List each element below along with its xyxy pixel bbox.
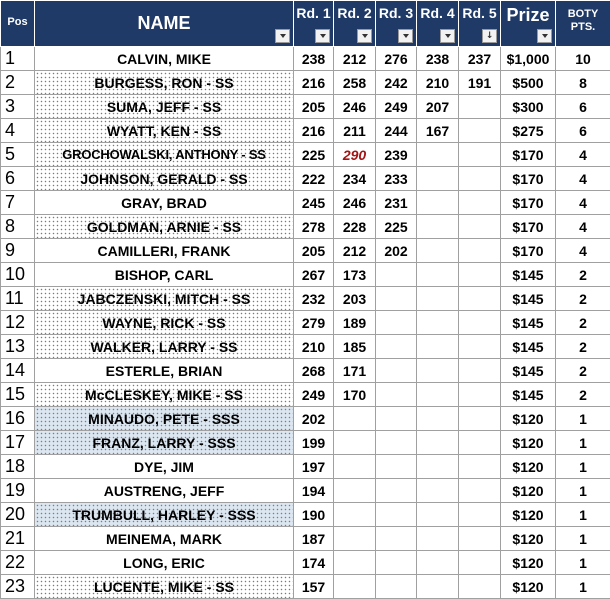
boty-cell: 4 <box>556 239 610 263</box>
prize-cell: $120 <box>501 527 556 551</box>
header-rd1 <box>294 1 334 47</box>
rd1-cell: 216 <box>294 71 334 95</box>
rd2-cell: 212 <box>334 47 376 71</box>
rd4-cell <box>417 215 459 239</box>
rd4-cell <box>417 191 459 215</box>
header-pos-label: Pos <box>1 1 34 28</box>
table-row <box>1 335 610 359</box>
rd1-cell: 268 <box>294 359 334 383</box>
prize-cell: $120 <box>501 551 556 575</box>
prize-cell: $170 <box>501 167 556 191</box>
rd1-cell: 238 <box>294 47 334 71</box>
rd1-cell: 194 <box>294 479 334 503</box>
prize-cell: $170 <box>501 215 556 239</box>
rd3-cell: 225 <box>376 215 417 239</box>
name-cell: GROCHOWALSKI, ANTHONY - SS <box>35 143 294 167</box>
rd1-cell: 267 <box>294 263 334 287</box>
rd4-cell <box>417 167 459 191</box>
table-row <box>1 71 610 95</box>
rd3-cell <box>376 287 417 311</box>
rd3-cell <box>376 431 417 455</box>
rd2-cell: 189 <box>334 311 376 335</box>
name-cell: TRUMBULL, HARLEY - SSS <box>35 503 294 527</box>
rd4-cell <box>417 407 459 431</box>
standings-rows <box>1 47 610 599</box>
pos-cell: 17 <box>1 431 35 455</box>
pos-cell: 9 <box>1 239 35 263</box>
prize-cell: $145 <box>501 335 556 359</box>
rd4-cell <box>417 431 459 455</box>
table-row <box>1 527 610 551</box>
rd3-cell <box>376 359 417 383</box>
table-row <box>1 455 610 479</box>
rd2-cell: 246 <box>334 191 376 215</box>
filter-dropdown-icon[interactable] <box>398 29 413 43</box>
rd3-cell <box>376 479 417 503</box>
rd1-cell: 205 <box>294 95 334 119</box>
rd4-cell <box>417 335 459 359</box>
prize-cell: $300 <box>501 95 556 119</box>
table-row <box>1 119 610 143</box>
prize-cell: $120 <box>501 407 556 431</box>
header-prize-label: Prize <box>501 1 555 26</box>
pos-cell: 20 <box>1 503 35 527</box>
rd3-cell: 233 <box>376 167 417 191</box>
rd4-cell <box>417 383 459 407</box>
rd5-cell <box>459 287 501 311</box>
pos-cell: 3 <box>1 95 35 119</box>
table-row <box>1 167 610 191</box>
rd5-cell <box>459 527 501 551</box>
rd4-cell <box>417 503 459 527</box>
rd3-cell <box>376 575 417 599</box>
name-cell: WYATT, KEN - SS <box>35 119 294 143</box>
rd1-cell: 205 <box>294 239 334 263</box>
name-cell: ESTERLE, BRIAN <box>35 359 294 383</box>
rd2-cell: 290 <box>334 143 376 167</box>
name-cell: LUCENTE, MIKE - SS <box>35 575 294 599</box>
table-row <box>1 143 610 167</box>
rd5-cell <box>459 191 501 215</box>
prize-cell: $170 <box>501 143 556 167</box>
filter-dropdown-icon[interactable] <box>315 29 330 43</box>
sort-descending-icon[interactable]: ↓ <box>482 29 497 43</box>
name-cell: McCLESKEY, MIKE - SS <box>35 383 294 407</box>
rd1-cell: 199 <box>294 431 334 455</box>
prize-cell: $1,000 <box>501 47 556 71</box>
rd1-cell: 187 <box>294 527 334 551</box>
pos-cell: 10 <box>1 263 35 287</box>
rd4-cell <box>417 551 459 575</box>
rd5-cell <box>459 143 501 167</box>
prize-cell: $170 <box>501 191 556 215</box>
rd2-cell: 171 <box>334 359 376 383</box>
header-boty-label: BOTY PTS. <box>556 1 610 34</box>
table-row <box>1 383 610 407</box>
name-cell: MINAUDO, PETE - SSS <box>35 407 294 431</box>
rd5-cell <box>459 383 501 407</box>
boty-cell: 1 <box>556 551 610 575</box>
rd4-cell <box>417 263 459 287</box>
rd2-cell <box>334 479 376 503</box>
rd3-cell <box>376 335 417 359</box>
rd3-cell: 202 <box>376 239 417 263</box>
rd4-cell <box>417 527 459 551</box>
rd1-cell: 210 <box>294 335 334 359</box>
rd2-cell: 258 <box>334 71 376 95</box>
rd3-cell <box>376 503 417 527</box>
rd4-cell <box>417 455 459 479</box>
rd2-cell: 228 <box>334 215 376 239</box>
name-cell: CAMILLERI, FRANK <box>35 239 294 263</box>
rd1-cell: 278 <box>294 215 334 239</box>
rd1-cell: 190 <box>294 503 334 527</box>
rd2-cell <box>334 551 376 575</box>
pos-cell: 15 <box>1 383 35 407</box>
prize-cell: $145 <box>501 311 556 335</box>
filter-dropdown-icon[interactable] <box>537 29 552 43</box>
rd5-cell <box>459 503 501 527</box>
pos-cell: 21 <box>1 527 35 551</box>
name-cell: FRANZ, LARRY - SSS <box>35 431 294 455</box>
header-rd5 <box>459 1 501 47</box>
boty-cell: 2 <box>556 383 610 407</box>
table-row <box>1 479 610 503</box>
boty-cell: 4 <box>556 215 610 239</box>
table-row <box>1 95 610 119</box>
rd2-cell: 212 <box>334 239 376 263</box>
rd5-cell <box>459 335 501 359</box>
table-row <box>1 47 610 71</box>
rd3-cell: 242 <box>376 71 417 95</box>
name-cell: JOHNSON, GERALD - SS <box>35 167 294 191</box>
rd1-cell: 174 <box>294 551 334 575</box>
rd5-cell <box>459 311 501 335</box>
boty-cell: 6 <box>556 95 610 119</box>
rd5-cell <box>459 167 501 191</box>
boty-cell: 1 <box>556 407 610 431</box>
rd4-cell <box>417 239 459 263</box>
filter-dropdown-icon[interactable] <box>440 29 455 43</box>
boty-cell: 2 <box>556 359 610 383</box>
rd5-cell <box>459 263 501 287</box>
prize-cell: $275 <box>501 119 556 143</box>
boty-cell: 6 <box>556 119 610 143</box>
prize-cell: $145 <box>501 383 556 407</box>
boty-cell: 1 <box>556 479 610 503</box>
pos-cell: 13 <box>1 335 35 359</box>
table-row <box>1 215 610 239</box>
rd3-cell <box>376 263 417 287</box>
name-cell: BURGESS, RON - SS <box>35 71 294 95</box>
boty-cell: 4 <box>556 167 610 191</box>
pos-cell: 5 <box>1 143 35 167</box>
pos-cell: 12 <box>1 311 35 335</box>
rd2-cell <box>334 455 376 479</box>
rd1-cell: 222 <box>294 167 334 191</box>
pos-cell: 2 <box>1 71 35 95</box>
rd4-cell <box>417 479 459 503</box>
header-rd4-label: Rd. 4 <box>417 1 458 21</box>
rd2-cell <box>334 527 376 551</box>
rd1-cell: 202 <box>294 407 334 431</box>
rd5-cell <box>459 455 501 479</box>
rd5-cell <box>459 119 501 143</box>
rd1-cell: 245 <box>294 191 334 215</box>
rd3-cell <box>376 551 417 575</box>
rd4-cell <box>417 311 459 335</box>
pos-cell: 8 <box>1 215 35 239</box>
prize-cell: $120 <box>501 479 556 503</box>
header-rd2-label: Rd. 2 <box>334 1 375 21</box>
name-cell: GRAY, BRAD <box>35 191 294 215</box>
pos-cell: 19 <box>1 479 35 503</box>
pos-cell: 18 <box>1 455 35 479</box>
table-row <box>1 407 610 431</box>
rd1-cell: 157 <box>294 575 334 599</box>
header-boty <box>556 1 610 47</box>
rd5-cell <box>459 359 501 383</box>
pos-cell: 11 <box>1 287 35 311</box>
rd2-cell <box>334 407 376 431</box>
boty-cell: 1 <box>556 527 610 551</box>
pos-cell: 6 <box>1 167 35 191</box>
prize-cell: $120 <box>501 575 556 599</box>
table-row <box>1 311 610 335</box>
rd2-cell <box>334 575 376 599</box>
prize-cell: $145 <box>501 287 556 311</box>
table-row <box>1 191 610 215</box>
prize-cell: $145 <box>501 359 556 383</box>
rd3-cell <box>376 311 417 335</box>
filter-dropdown-icon[interactable] <box>275 29 290 43</box>
prize-cell: $120 <box>501 455 556 479</box>
name-cell: LONG, ERIC <box>35 551 294 575</box>
boty-cell: 2 <box>556 287 610 311</box>
boty-cell: 2 <box>556 263 610 287</box>
rd5-cell <box>459 431 501 455</box>
rd3-cell: 239 <box>376 143 417 167</box>
pos-cell: 22 <box>1 551 35 575</box>
rd4-cell: 207 <box>417 95 459 119</box>
header-rd1-label: Rd. 1 <box>294 1 333 21</box>
table-row <box>1 239 610 263</box>
rd1-cell: 197 <box>294 455 334 479</box>
boty-cell: 1 <box>556 431 610 455</box>
filter-dropdown-icon[interactable] <box>357 29 372 43</box>
header-rd3 <box>376 1 417 47</box>
header-name <box>35 1 294 47</box>
rd4-cell <box>417 143 459 167</box>
rd3-cell: 249 <box>376 95 417 119</box>
boty-cell: 4 <box>556 143 610 167</box>
rd4-cell: 167 <box>417 119 459 143</box>
boty-cell: 10 <box>556 47 610 71</box>
header-rd3-label: Rd. 3 <box>376 1 416 21</box>
rd2-cell: 203 <box>334 287 376 311</box>
table-row <box>1 287 610 311</box>
name-cell: MEINEMA, MARK <box>35 527 294 551</box>
boty-cell: 8 <box>556 71 610 95</box>
header-name-label: NAME <box>35 1 293 34</box>
rd5-cell <box>459 215 501 239</box>
name-cell: GOLDMAN, ARNIE - SS <box>35 215 294 239</box>
pos-cell: 23 <box>1 575 35 599</box>
prize-cell: $120 <box>501 503 556 527</box>
rd5-cell <box>459 575 501 599</box>
header-rd5-label: Rd. 5 <box>459 1 500 21</box>
rd2-cell: 246 <box>334 95 376 119</box>
table-row <box>1 503 610 527</box>
header-row <box>1 1 610 47</box>
name-cell: SUMA, JEFF - SS <box>35 95 294 119</box>
pos-cell: 4 <box>1 119 35 143</box>
header-rd2 <box>334 1 376 47</box>
pos-cell: 16 <box>1 407 35 431</box>
name-cell: WALKER, LARRY - SS <box>35 335 294 359</box>
rd1-cell: 232 <box>294 287 334 311</box>
boty-cell: 4 <box>556 191 610 215</box>
name-cell: WAYNE, RICK - SS <box>35 311 294 335</box>
name-cell: AUSTRENG, JEFF <box>35 479 294 503</box>
rd2-cell: 234 <box>334 167 376 191</box>
rd5-cell <box>459 479 501 503</box>
rd5-cell <box>459 551 501 575</box>
prize-cell: $500 <box>501 71 556 95</box>
rd5-cell: 191 <box>459 71 501 95</box>
pos-cell: 1 <box>1 47 35 71</box>
rd3-cell <box>376 527 417 551</box>
header-pos <box>1 1 35 47</box>
boty-cell: 1 <box>556 575 610 599</box>
rd4-cell <box>417 359 459 383</box>
pos-cell: 14 <box>1 359 35 383</box>
rd3-cell <box>376 383 417 407</box>
rd4-cell: 210 <box>417 71 459 95</box>
name-cell: BISHOP, CARL <box>35 263 294 287</box>
rd5-cell <box>459 95 501 119</box>
rd1-cell: 279 <box>294 311 334 335</box>
table-row <box>1 431 610 455</box>
name-cell: DYE, JIM <box>35 455 294 479</box>
rd2-cell: 185 <box>334 335 376 359</box>
rd3-cell <box>376 455 417 479</box>
rd4-cell: 238 <box>417 47 459 71</box>
header-prize <box>501 1 556 47</box>
rd5-cell <box>459 407 501 431</box>
rd2-cell: 173 <box>334 263 376 287</box>
rd3-cell <box>376 407 417 431</box>
table-row <box>1 359 610 383</box>
boty-cell: 2 <box>556 311 610 335</box>
rd3-cell: 231 <box>376 191 417 215</box>
boty-cell: 2 <box>556 335 610 359</box>
boty-cell: 1 <box>556 503 610 527</box>
rd5-cell <box>459 239 501 263</box>
prize-cell: $145 <box>501 263 556 287</box>
rd2-cell: 211 <box>334 119 376 143</box>
name-cell: JABCZENSKI, MITCH - SS <box>35 287 294 311</box>
rd4-cell <box>417 575 459 599</box>
prize-cell: $170 <box>501 239 556 263</box>
rd2-cell: 170 <box>334 383 376 407</box>
prize-cell: $120 <box>501 431 556 455</box>
rd3-cell: 276 <box>376 47 417 71</box>
table-row <box>1 551 610 575</box>
rd1-cell: 249 <box>294 383 334 407</box>
rd2-cell <box>334 431 376 455</box>
table-row <box>1 263 610 287</box>
rd5-cell: 237 <box>459 47 501 71</box>
header-rd4 <box>417 1 459 47</box>
table-row <box>1 575 610 599</box>
rd3-cell: 244 <box>376 119 417 143</box>
rd1-cell: 225 <box>294 143 334 167</box>
rd4-cell <box>417 287 459 311</box>
rd1-cell: 216 <box>294 119 334 143</box>
rd2-cell <box>334 503 376 527</box>
name-cell: CALVIN, MIKE <box>35 47 294 71</box>
boty-cell: 1 <box>556 455 610 479</box>
pos-cell: 7 <box>1 191 35 215</box>
